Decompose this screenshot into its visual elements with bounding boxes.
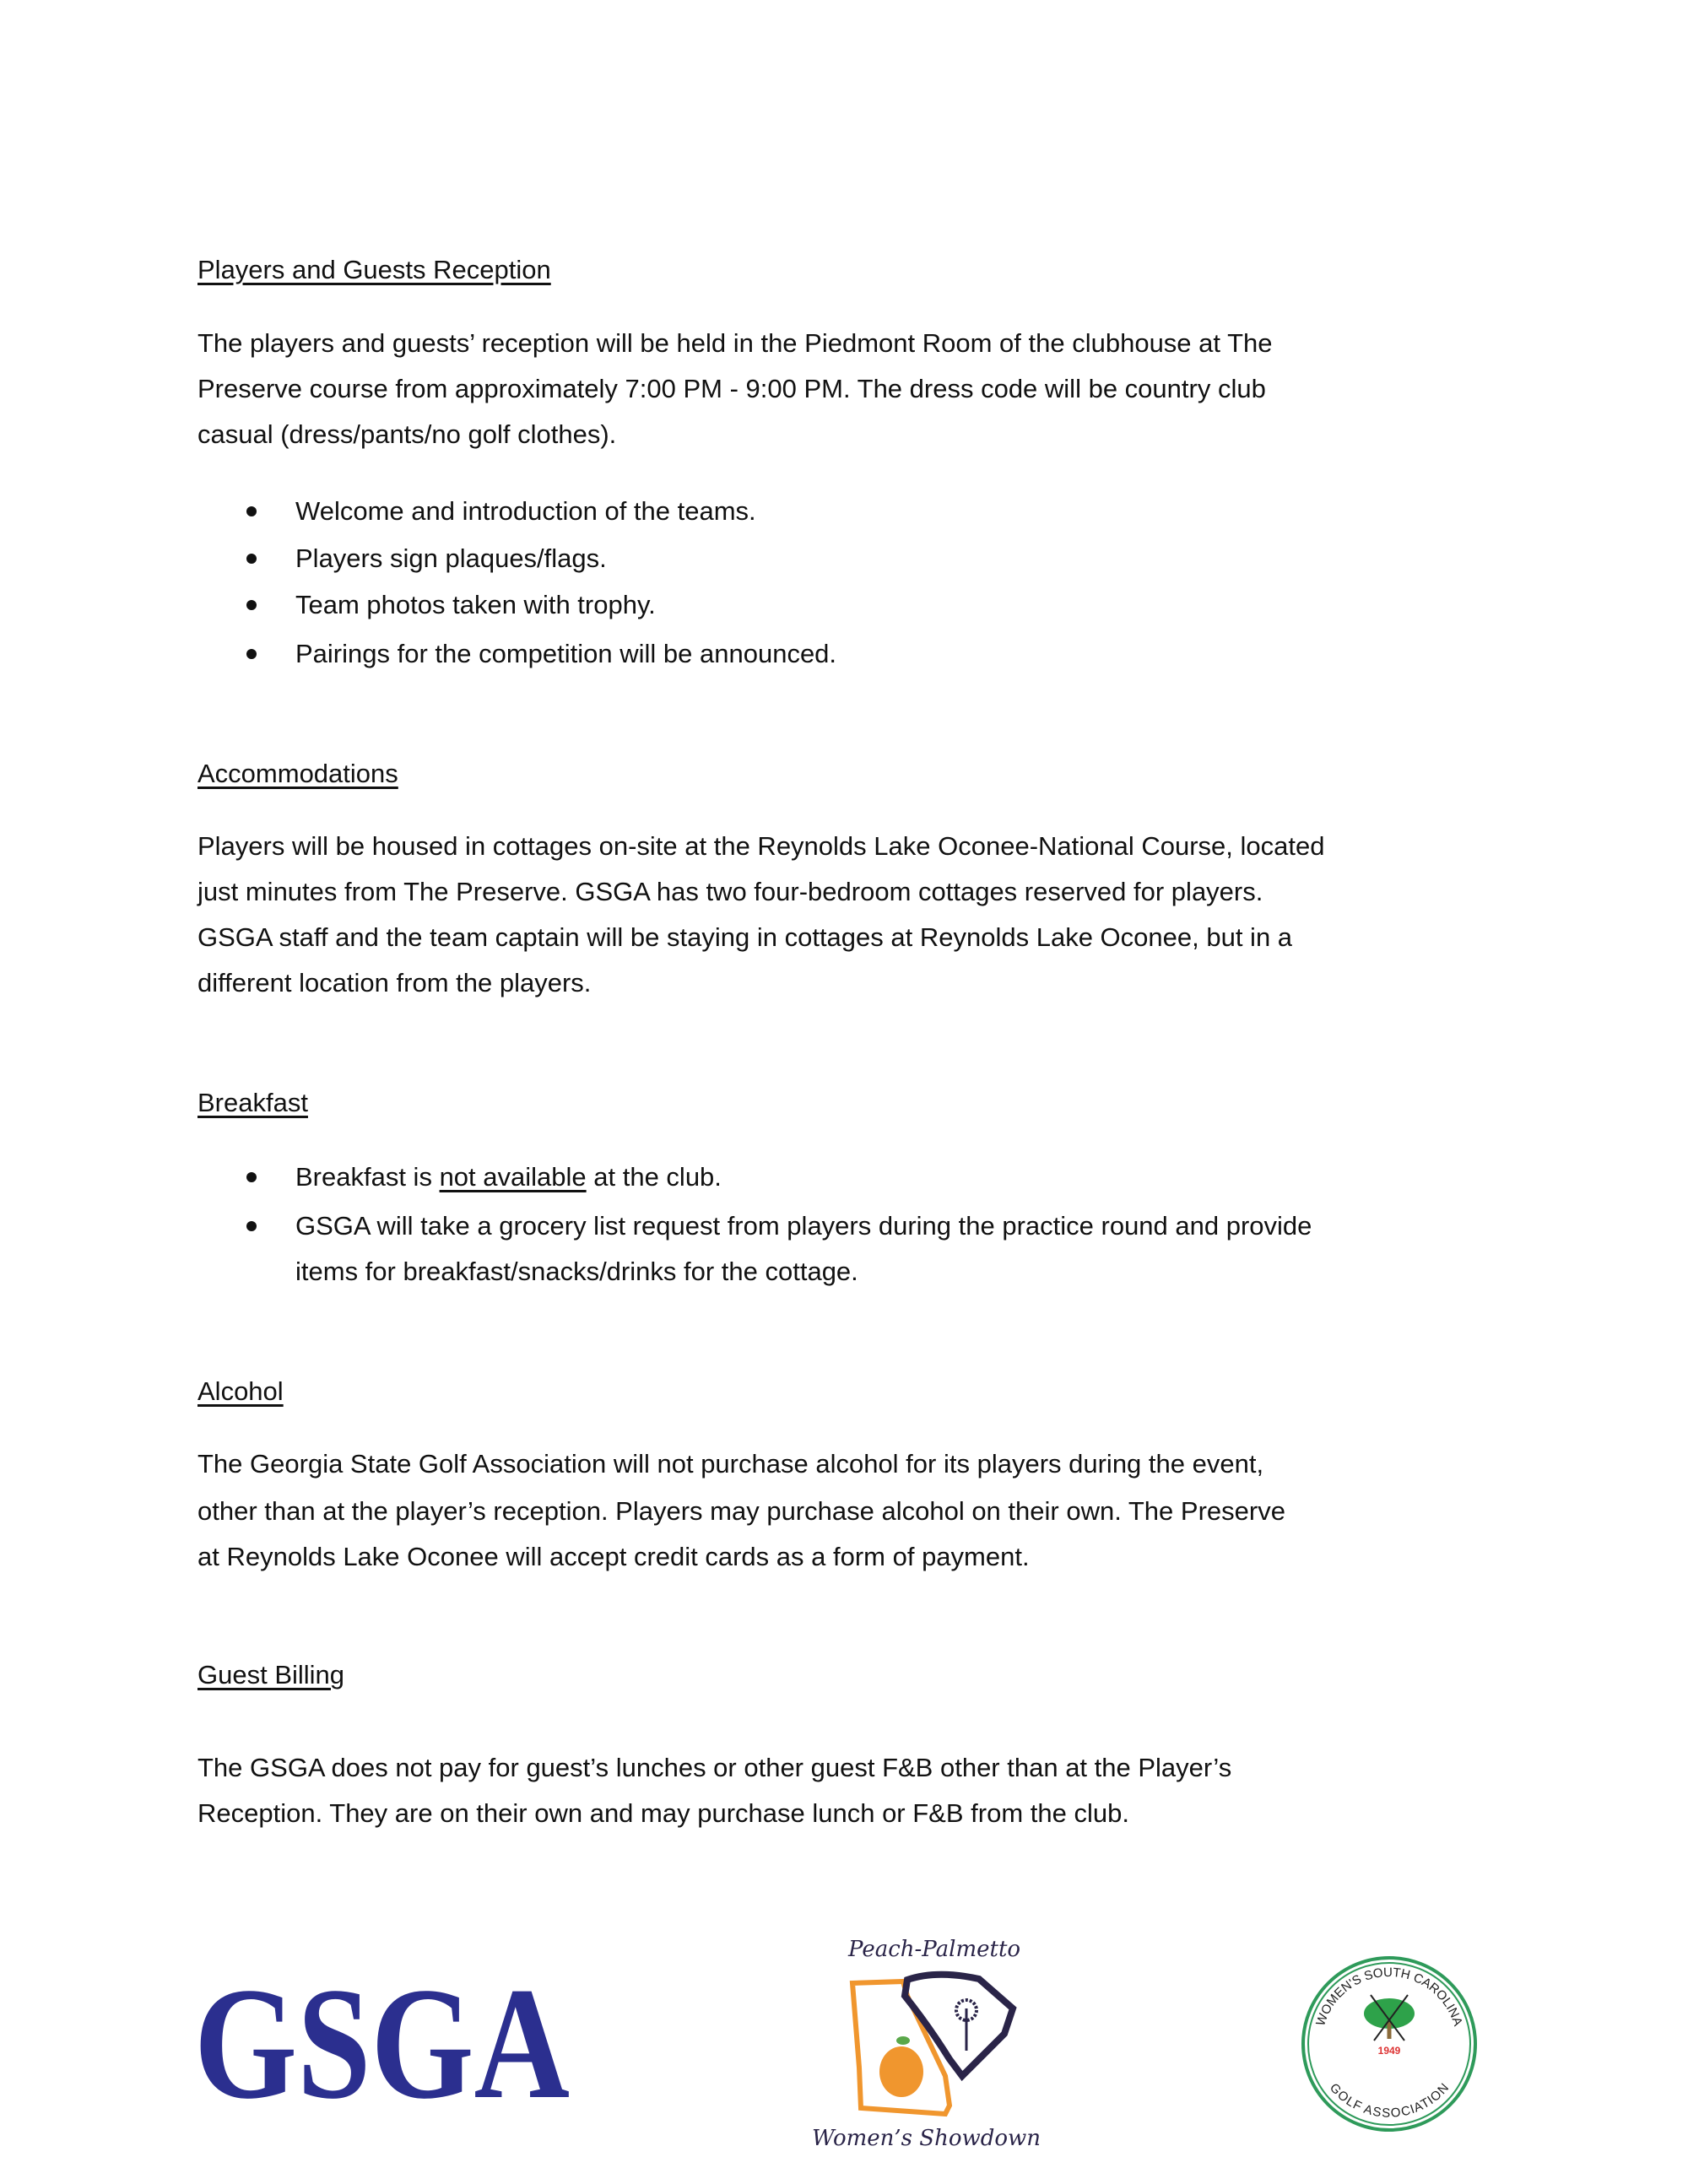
gsga-logo bbox=[194, 1955, 574, 2133]
list-item bbox=[295, 1162, 722, 1192]
list-item: GSGA will take a grocery list request from players during the practice round and provide bbox=[295, 1211, 1312, 1241]
bullet-icon bbox=[246, 649, 257, 659]
bullet-icon bbox=[246, 1172, 257, 1182]
bullet-icon bbox=[246, 1221, 257, 1231]
bullet-icon bbox=[246, 554, 257, 564]
section-heading: Accommodations bbox=[197, 759, 398, 788]
paragraph-line: The GSGA does not pay for guest’s lunches or other guest F&B other than at the Player’s bbox=[197, 1753, 1232, 1782]
svg-text:1949: 1949 bbox=[1377, 2045, 1401, 2057]
paragraph-line: GSGA staff and the team captain will be staying in cottages at Reynolds Lake Oconee, but in a bbox=[197, 922, 1293, 952]
paragraph-line: Reception. They are on their own and may purchase lunch or F&B from the club. bbox=[197, 1798, 1129, 1828]
paragraph-line: at Reynolds Lake Oconee will accept credit cards as a form of payment. bbox=[197, 1542, 1030, 1571]
emphasis-text: not available bbox=[439, 1162, 587, 1192]
peach-palmetto-logo bbox=[810, 1933, 1072, 2152]
section-heading: Breakfast bbox=[197, 1088, 308, 1117]
wscga-seal-logo bbox=[1300, 1954, 1479, 2133]
paragraph-line: just minutes from The Preserve. GSGA has two four-bedroom cottages reserved for players. bbox=[197, 877, 1263, 906]
svg-text:GSGA: GSGA bbox=[194, 1955, 570, 2133]
bullet-icon bbox=[246, 506, 257, 516]
paragraph-line: Players will be housed in cottages on-site at the Reynolds Lake Oconee-National Course, located bbox=[197, 831, 1325, 861]
list-item: Players sign plaques/flags. bbox=[295, 543, 607, 573]
section-heading: Guest Billing bbox=[197, 1660, 345, 1689]
paragraph-line: The Georgia State Golf Association will not purchase alcohol for its players during the event, bbox=[197, 1449, 1264, 1479]
text: at the club. bbox=[586, 1162, 722, 1192]
list-item: Team photos taken with trophy. bbox=[295, 590, 656, 619]
svg-text:Women’s Showdown: Women’s Showdown bbox=[812, 2126, 1041, 2151]
list-item: Pairings for the competition will be announced. bbox=[295, 639, 837, 668]
list-item: Welcome and introduction of the teams. bbox=[295, 496, 756, 526]
paragraph-line: other than at the player’s reception. Players may purchase alcohol on their own. The Preserve bbox=[197, 1496, 1285, 1526]
bullet-icon bbox=[246, 600, 257, 610]
paragraph-line: casual (dress/pants/no golf clothes). bbox=[197, 419, 617, 449]
paragraph-line: The players and guests’ reception will be held in the Piedmont Room of the clubhouse at The bbox=[197, 328, 1273, 358]
svg-text:Peach-Palmetto: Peach-Palmetto bbox=[848, 1937, 1021, 1962]
paragraph-line: different location from the players. bbox=[197, 968, 592, 997]
list-item-continued: items for breakfast/snacks/drinks for the cottage. bbox=[295, 1257, 858, 1286]
section-heading: Players and Guests Reception bbox=[197, 255, 551, 284]
text: Breakfast is bbox=[295, 1162, 440, 1192]
svg-text:GOLF ASSOCIATION: GOLF ASSOCIATION bbox=[1326, 2080, 1453, 2121]
section-heading: Alcohol bbox=[197, 1376, 284, 1406]
paragraph-line: Preserve course from approximately 7:00 PM - 9:00 PM. The dress code will be country club bbox=[197, 374, 1266, 403]
svg-text:WOMEN'S SOUTH CAROLINA: WOMEN'S SOUTH CAROLINA bbox=[1313, 1965, 1465, 2028]
